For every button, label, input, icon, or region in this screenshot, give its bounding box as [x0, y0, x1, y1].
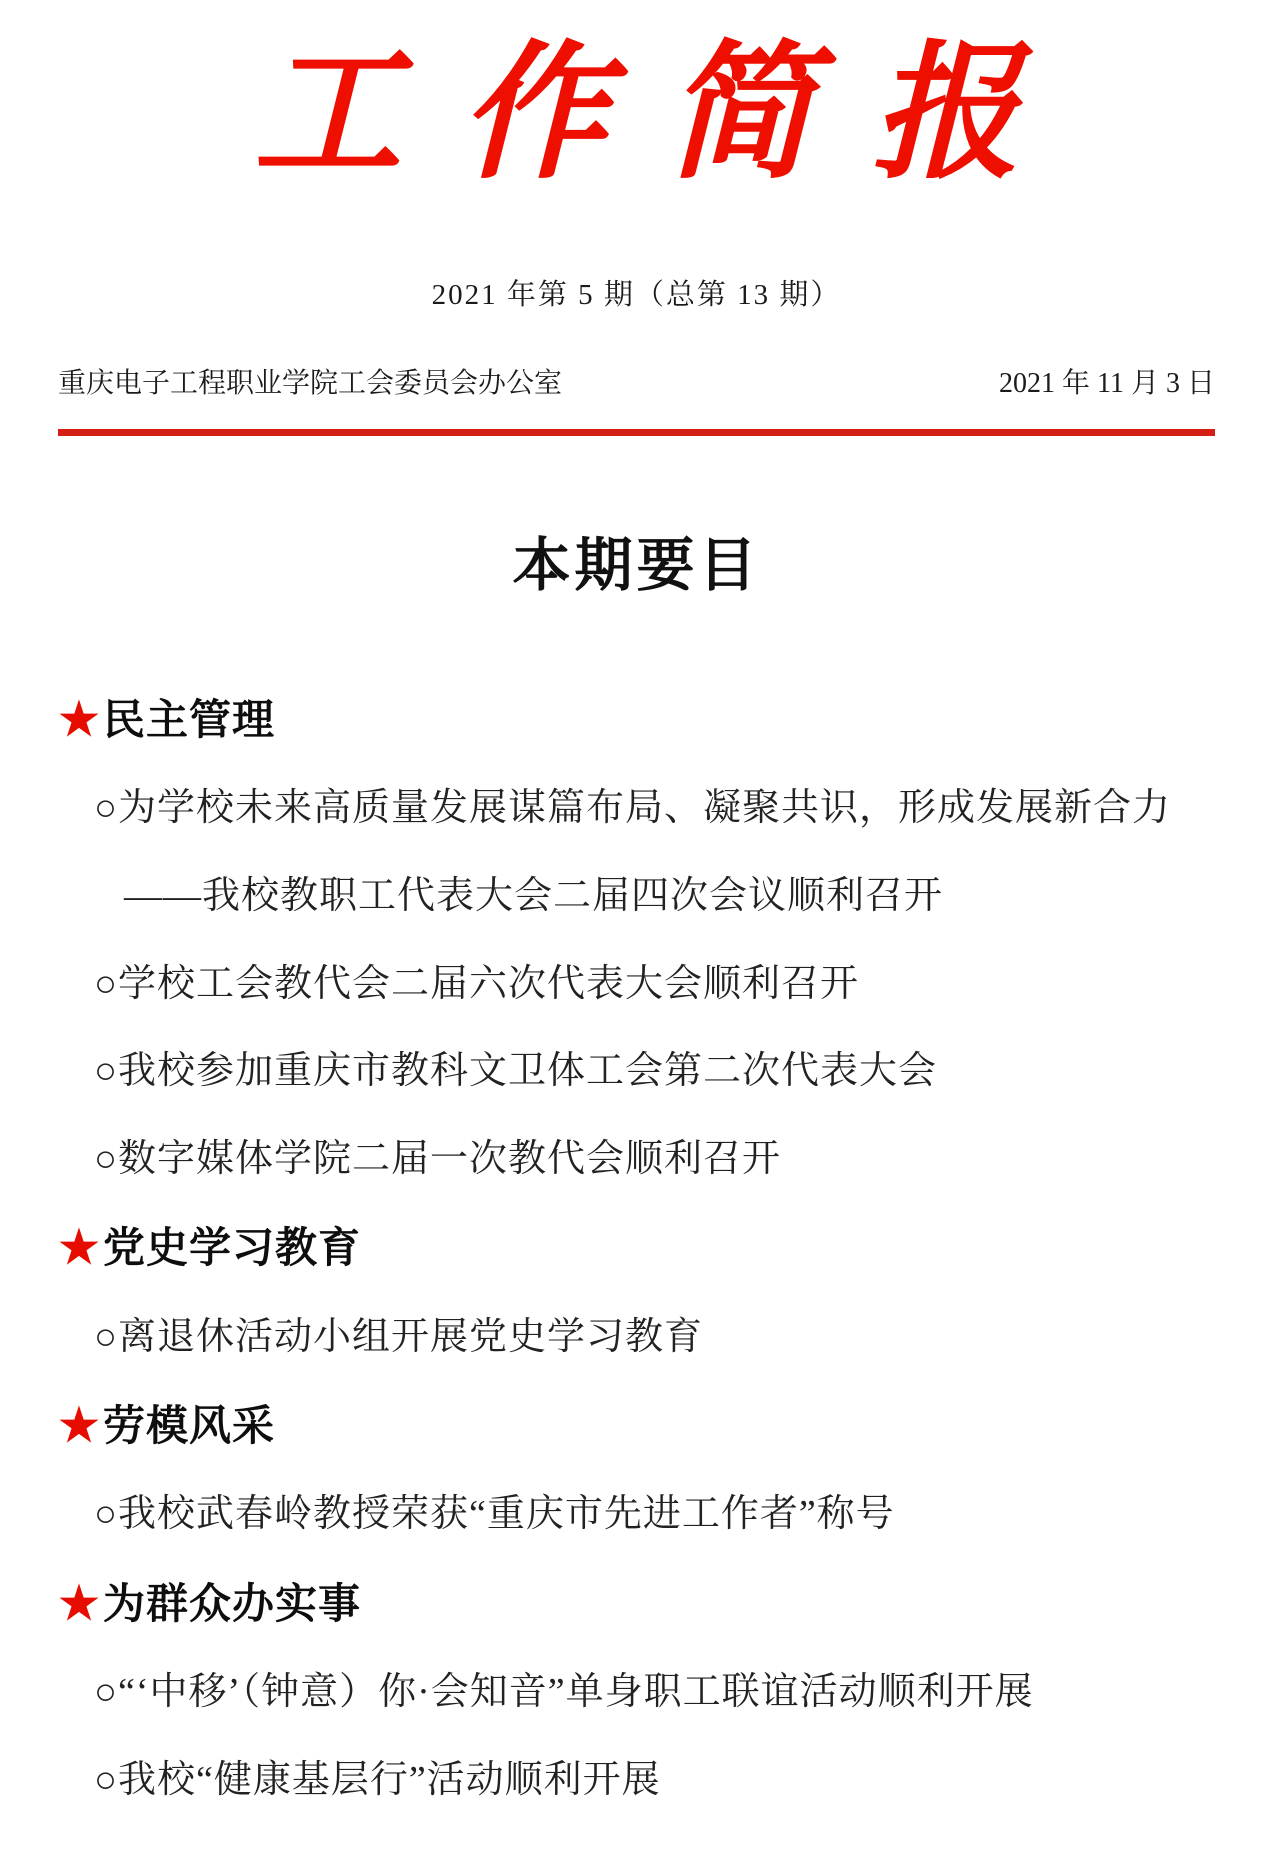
- byline-row: [58, 361, 1215, 401]
- masthead-title: 工作简报: [253, 33, 1078, 197]
- star-icon: ★: [58, 1226, 102, 1273]
- table-of-contents: [58, 698, 1215, 1803]
- section-heading-party-history-study: [58, 1226, 1215, 1272]
- toc-item-subtitle: ——我校教职工代表大会二届四次会议顺利召开: [124, 874, 944, 917]
- section-heading-label: 民主管理: [103, 698, 276, 745]
- section-heading-label: 党史学习教育: [103, 1226, 362, 1273]
- toc-item: ○学校工会教代会二届六次代表大会顺利召开: [94, 962, 859, 1005]
- publish-date: 2021 年 11 月 3 日: [999, 368, 1215, 400]
- toc-item: ○数字媒体学院二届一次教代会顺利召开: [94, 1137, 781, 1180]
- toc-item: ○为学校未来高质量发展谋篇布局、凝聚共识，形成发展新合力: [94, 787, 1171, 830]
- section-heading-democratic-management: [58, 698, 1215, 744]
- section-heading-model-workers: [58, 1404, 1215, 1450]
- section-heading-label: 劳模风采: [103, 1404, 276, 1451]
- toc-item: ○我校武春岭教授荣获“重庆市先进工作者”称号: [94, 1493, 895, 1536]
- star-icon: ★: [58, 1404, 102, 1451]
- red-divider-rule: [58, 429, 1215, 436]
- toc-item: ○我校“健康基层行”活动顺利开展: [94, 1758, 661, 1801]
- issue-number-line: 2021 年第 5 期（总第 13 期）: [431, 279, 842, 312]
- publishing-office: 重庆电子工程职业学院工会委员会办公室: [58, 368, 563, 400]
- toc-item: ○离退休活动小组开展党史学习教育: [94, 1315, 703, 1358]
- contents-title: 本期要目: [512, 533, 761, 599]
- star-icon: ★: [58, 698, 102, 745]
- section-heading-serving-the-people: [58, 1582, 1215, 1628]
- star-icon: ★: [58, 1581, 102, 1628]
- toc-item: ○“‘中移’（钟意）你·会知音”单身职工联谊活动顺利开展: [94, 1671, 1034, 1714]
- toc-item: ○我校参加重庆市教科文卫体工会第二次代表大会: [94, 1050, 937, 1093]
- section-heading-label: 为群众办实事: [103, 1581, 362, 1628]
